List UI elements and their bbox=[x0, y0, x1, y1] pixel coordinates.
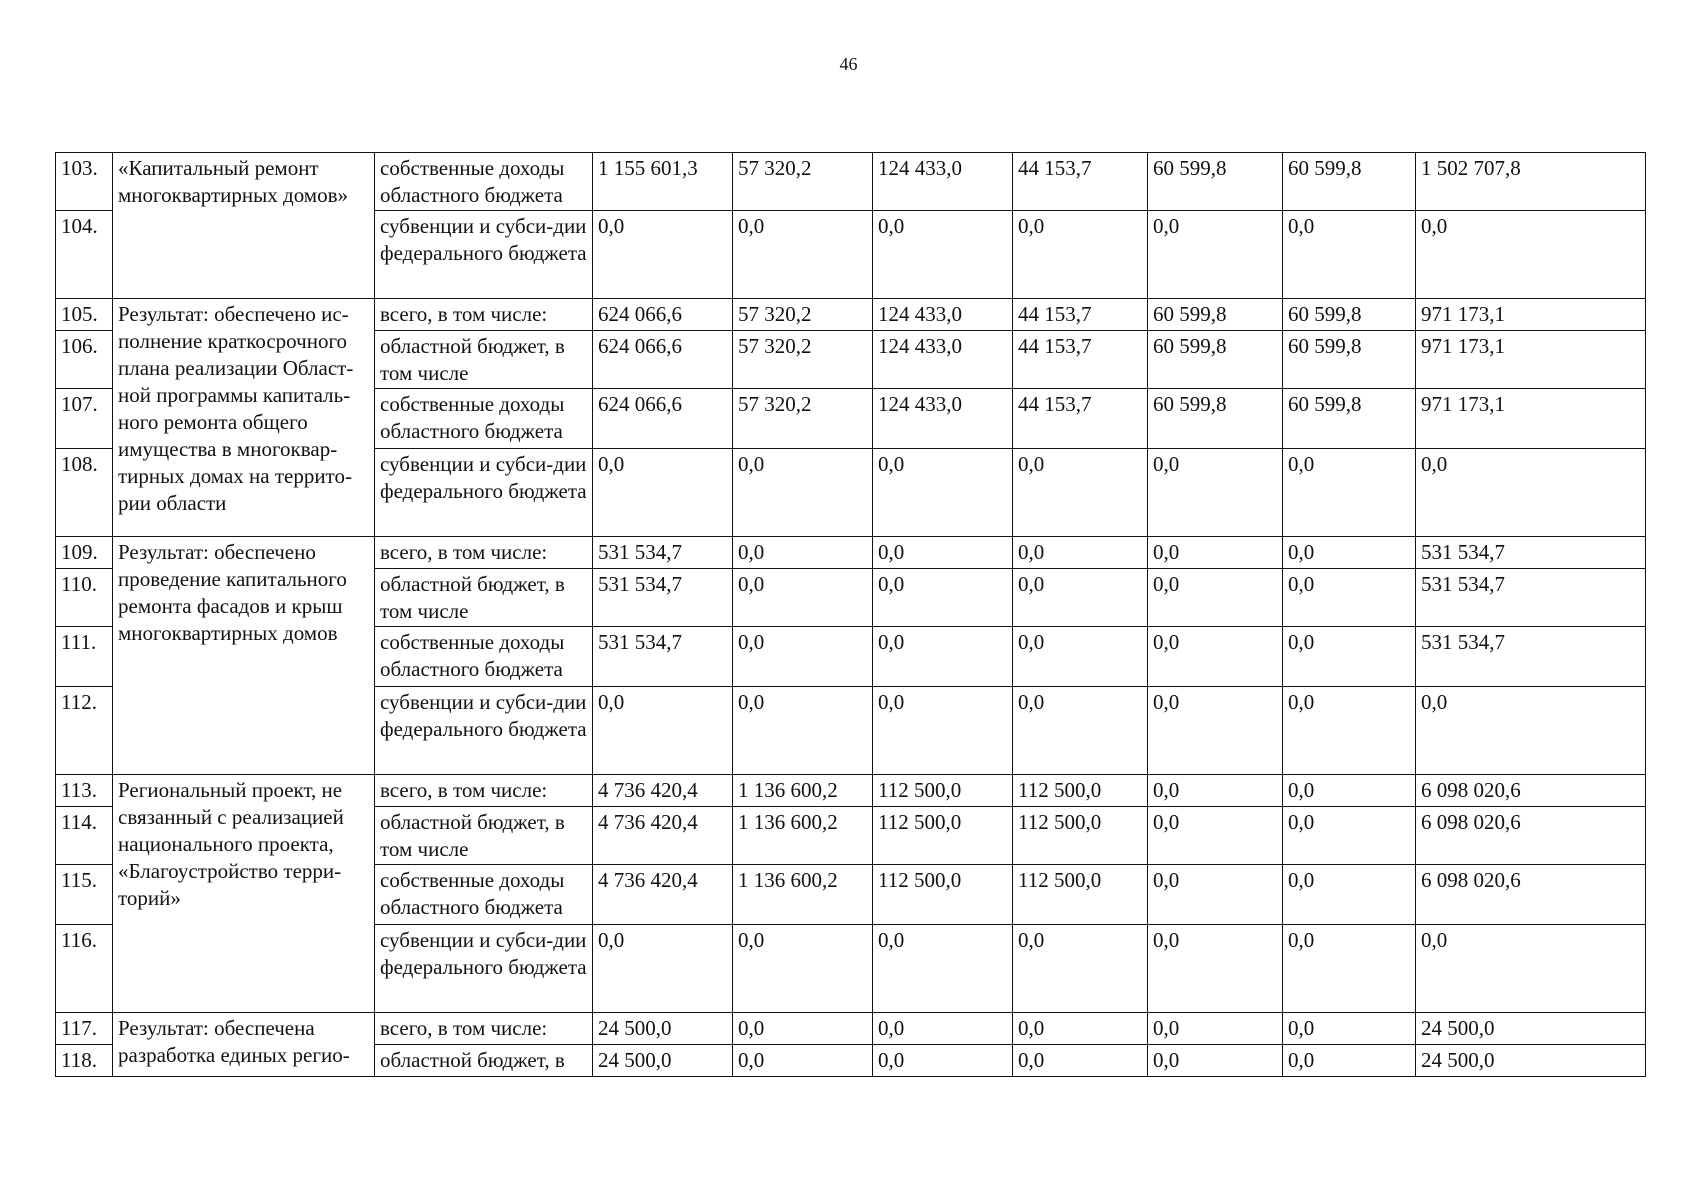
total-value-cell: 971 173,1 bbox=[1416, 331, 1646, 389]
value-cell: 0,0 bbox=[1283, 569, 1416, 627]
table-row bbox=[56, 537, 1646, 569]
value-cell: 0,0 bbox=[1013, 1013, 1148, 1045]
group-description: Результат: обеспечено проведение капитального ремонта фасадов и крыш многоквартирных домов bbox=[113, 537, 375, 775]
value-cell: 0,0 bbox=[1148, 537, 1283, 569]
table-row bbox=[56, 299, 1646, 331]
value-cell: 60 599,8 bbox=[1148, 389, 1283, 449]
value-cell: 0,0 bbox=[733, 569, 873, 627]
value-cell: 0,0 bbox=[1148, 627, 1283, 687]
value-cell: 624 066,6 bbox=[593, 331, 733, 389]
value-cell: 1 136 600,2 bbox=[733, 807, 873, 865]
funding-source-label: собственные доходы областного бюджета bbox=[375, 389, 593, 449]
value-cell: 0,0 bbox=[733, 537, 873, 569]
funding-source-label: собственные доходы областного бюджета bbox=[375, 865, 593, 925]
value-cell: 1 136 600,2 bbox=[733, 865, 873, 925]
value-cell: 4 736 420,4 bbox=[593, 865, 733, 925]
total-value-cell: 24 500,0 bbox=[1416, 1045, 1646, 1077]
value-cell: 0,0 bbox=[1283, 1045, 1416, 1077]
value-cell: 60 599,8 bbox=[1283, 389, 1416, 449]
value-cell: 0,0 bbox=[1283, 627, 1416, 687]
value-cell: 0,0 bbox=[593, 211, 733, 299]
value-cell: 0,0 bbox=[1283, 925, 1416, 1013]
total-value-cell: 6 098 020,6 bbox=[1416, 775, 1646, 807]
funding-source-label: всего, в том числе: bbox=[375, 299, 593, 331]
value-cell: 44 153,7 bbox=[1013, 299, 1148, 331]
row-number: 116. bbox=[56, 925, 113, 1013]
total-value-cell: 0,0 bbox=[1416, 687, 1646, 775]
value-cell: 60 599,8 bbox=[1148, 299, 1283, 331]
value-cell: 24 500,0 bbox=[593, 1045, 733, 1077]
table-row bbox=[56, 153, 1646, 211]
funding-source-label: всего, в том числе: bbox=[375, 775, 593, 807]
value-cell: 0,0 bbox=[1013, 925, 1148, 1013]
value-cell: 60 599,8 bbox=[1283, 153, 1416, 211]
total-value-cell: 6 098 020,6 bbox=[1416, 807, 1646, 865]
value-cell: 0,0 bbox=[1148, 687, 1283, 775]
value-cell: 0,0 bbox=[593, 449, 733, 537]
value-cell: 0,0 bbox=[1013, 687, 1148, 775]
value-cell: 0,0 bbox=[1283, 775, 1416, 807]
value-cell: 1 155 601,3 bbox=[593, 153, 733, 211]
budget-table bbox=[55, 152, 1646, 1077]
value-cell: 0,0 bbox=[873, 211, 1013, 299]
value-cell: 4 736 420,4 bbox=[593, 807, 733, 865]
total-value-cell: 0,0 bbox=[1416, 925, 1646, 1013]
funding-source-label: областной бюджет, в том числе bbox=[375, 569, 593, 627]
row-number: 103. bbox=[56, 153, 113, 211]
group-description: Региональный проект, не связанный с реализацией национального проекта, «Благоустройство терри-торий» bbox=[113, 775, 375, 1013]
row-number: 118. bbox=[56, 1045, 113, 1077]
value-cell: 0,0 bbox=[593, 925, 733, 1013]
value-cell: 60 599,8 bbox=[1283, 299, 1416, 331]
funding-source-label: областной бюджет, в том числе bbox=[375, 331, 593, 389]
row-number: 117. bbox=[56, 1013, 113, 1045]
value-cell: 0,0 bbox=[1283, 865, 1416, 925]
total-value-cell: 531 534,7 bbox=[1416, 569, 1646, 627]
value-cell: 124 433,0 bbox=[873, 153, 1013, 211]
value-cell: 0,0 bbox=[1148, 569, 1283, 627]
value-cell: 112 500,0 bbox=[873, 807, 1013, 865]
value-cell: 0,0 bbox=[873, 1045, 1013, 1077]
value-cell: 624 066,6 bbox=[593, 389, 733, 449]
page-number: 46 bbox=[839, 54, 858, 74]
funding-source-label: субвенции и субси-дии федерального бюджета bbox=[375, 449, 593, 537]
value-cell: 0,0 bbox=[1283, 807, 1416, 865]
funding-source-label: областной бюджет, в том числе bbox=[375, 807, 593, 865]
table-row bbox=[56, 1013, 1646, 1045]
value-cell: 0,0 bbox=[873, 537, 1013, 569]
value-cell: 0,0 bbox=[1148, 211, 1283, 299]
funding-source-label: субвенции и субси-дии федерального бюджета bbox=[375, 211, 593, 299]
funding-source-label: собственные доходы областного бюджета bbox=[375, 627, 593, 687]
value-cell: 44 153,7 bbox=[1013, 331, 1148, 389]
row-number: 105. bbox=[56, 299, 113, 331]
funding-source-label: собственные доходы областного бюджета bbox=[375, 153, 593, 211]
row-number: 106. bbox=[56, 331, 113, 389]
group-description: Результат: обеспечено ис-полнение краткосрочного плана реализации Област-ной программы капиталь-ного ремонта общего имущества в многоквар-тирных домах на террито-рии области bbox=[113, 299, 375, 537]
row-number: 107. bbox=[56, 389, 113, 449]
row-number: 115. bbox=[56, 865, 113, 925]
row-number: 108. bbox=[56, 449, 113, 537]
value-cell: 0,0 bbox=[1148, 1013, 1283, 1045]
value-cell: 0,0 bbox=[733, 449, 873, 537]
value-cell: 0,0 bbox=[733, 211, 873, 299]
row-number: 112. bbox=[56, 687, 113, 775]
funding-source-label: всего, в том числе: bbox=[375, 537, 593, 569]
value-cell: 0,0 bbox=[733, 687, 873, 775]
value-cell: 112 500,0 bbox=[873, 865, 1013, 925]
value-cell: 0,0 bbox=[873, 925, 1013, 1013]
value-cell: 57 320,2 bbox=[733, 331, 873, 389]
value-cell: 57 320,2 bbox=[733, 299, 873, 331]
total-value-cell: 531 534,7 bbox=[1416, 627, 1646, 687]
budget-table-body bbox=[56, 153, 1646, 1077]
value-cell: 0,0 bbox=[873, 569, 1013, 627]
group-description: «Капитальный ремонт многоквартирных домов» bbox=[113, 153, 375, 299]
value-cell: 0,0 bbox=[733, 925, 873, 1013]
funding-source-label: всего, в том числе: bbox=[375, 1013, 593, 1045]
value-cell: 0,0 bbox=[1148, 775, 1283, 807]
row-number: 104. bbox=[56, 211, 113, 299]
total-value-cell: 1 502 707,8 bbox=[1416, 153, 1646, 211]
value-cell: 124 433,0 bbox=[873, 389, 1013, 449]
row-number: 113. bbox=[56, 775, 113, 807]
value-cell: 4 736 420,4 bbox=[593, 775, 733, 807]
value-cell: 0,0 bbox=[873, 687, 1013, 775]
table-row bbox=[56, 775, 1646, 807]
total-value-cell: 971 173,1 bbox=[1416, 299, 1646, 331]
value-cell: 0,0 bbox=[733, 1013, 873, 1045]
value-cell: 0,0 bbox=[1148, 865, 1283, 925]
value-cell: 60 599,8 bbox=[1148, 153, 1283, 211]
value-cell: 0,0 bbox=[1013, 627, 1148, 687]
value-cell: 124 433,0 bbox=[873, 299, 1013, 331]
value-cell: 112 500,0 bbox=[1013, 807, 1148, 865]
value-cell: 44 153,7 bbox=[1013, 389, 1148, 449]
value-cell: 60 599,8 bbox=[1283, 331, 1416, 389]
value-cell: 0,0 bbox=[1283, 211, 1416, 299]
value-cell: 0,0 bbox=[1013, 1045, 1148, 1077]
value-cell: 0,0 bbox=[733, 627, 873, 687]
value-cell: 0,0 bbox=[1013, 537, 1148, 569]
value-cell: 24 500,0 bbox=[593, 1013, 733, 1045]
value-cell: 57 320,2 bbox=[733, 389, 873, 449]
row-number: 109. bbox=[56, 537, 113, 569]
total-value-cell: 24 500,0 bbox=[1416, 1013, 1646, 1045]
value-cell: 0,0 bbox=[1148, 925, 1283, 1013]
value-cell: 124 433,0 bbox=[873, 331, 1013, 389]
value-cell: 0,0 bbox=[1283, 537, 1416, 569]
value-cell: 1 136 600,2 bbox=[733, 775, 873, 807]
value-cell: 0,0 bbox=[1148, 449, 1283, 537]
value-cell: 0,0 bbox=[1013, 569, 1148, 627]
total-value-cell: 971 173,1 bbox=[1416, 389, 1646, 449]
value-cell: 0,0 bbox=[873, 1013, 1013, 1045]
value-cell: 0,0 bbox=[1283, 1013, 1416, 1045]
value-cell: 112 500,0 bbox=[1013, 865, 1148, 925]
funding-source-label: субвенции и субси-дии федерального бюджета bbox=[375, 925, 593, 1013]
value-cell: 0,0 bbox=[733, 1045, 873, 1077]
value-cell: 0,0 bbox=[1148, 807, 1283, 865]
value-cell: 44 153,7 bbox=[1013, 153, 1148, 211]
value-cell: 112 500,0 bbox=[1013, 775, 1148, 807]
value-cell: 57 320,2 bbox=[733, 153, 873, 211]
value-cell: 531 534,7 bbox=[593, 537, 733, 569]
funding-source-label: областной бюджет, в bbox=[375, 1045, 593, 1077]
value-cell: 624 066,6 bbox=[593, 299, 733, 331]
total-value-cell: 0,0 bbox=[1416, 211, 1646, 299]
value-cell: 531 534,7 bbox=[593, 569, 733, 627]
total-value-cell: 6 098 020,6 bbox=[1416, 865, 1646, 925]
value-cell: 112 500,0 bbox=[873, 775, 1013, 807]
value-cell: 0,0 bbox=[873, 627, 1013, 687]
value-cell: 0,0 bbox=[1013, 449, 1148, 537]
row-number: 114. bbox=[56, 807, 113, 865]
funding-source-label: субвенции и субси-дии федерального бюджета bbox=[375, 687, 593, 775]
row-number: 110. bbox=[56, 569, 113, 627]
row-number: 111. bbox=[56, 627, 113, 687]
value-cell: 0,0 bbox=[873, 449, 1013, 537]
value-cell: 0,0 bbox=[1283, 687, 1416, 775]
value-cell: 0,0 bbox=[1148, 1045, 1283, 1077]
value-cell: 60 599,8 bbox=[1148, 331, 1283, 389]
value-cell: 0,0 bbox=[593, 687, 733, 775]
group-description: Результат: обеспечена разработка единых регио- bbox=[113, 1013, 375, 1077]
total-value-cell: 0,0 bbox=[1416, 449, 1646, 537]
total-value-cell: 531 534,7 bbox=[1416, 537, 1646, 569]
value-cell: 531 534,7 bbox=[593, 627, 733, 687]
value-cell: 0,0 bbox=[1283, 449, 1416, 537]
value-cell: 0,0 bbox=[1013, 211, 1148, 299]
